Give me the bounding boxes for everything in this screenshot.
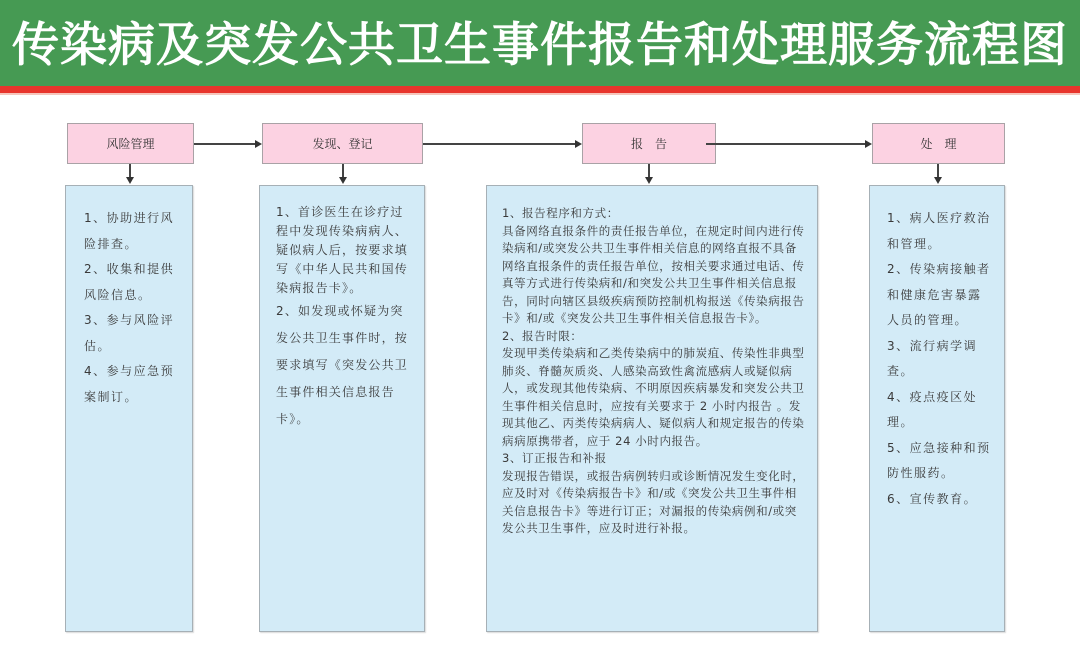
arrow-down-icon — [645, 177, 653, 184]
detail-item: 1、协助进行风险排查。 — [84, 211, 175, 251]
detail-item: 1、病人医疗救治和管理。 — [887, 211, 991, 251]
connector-line — [937, 164, 939, 178]
connector-line — [342, 164, 344, 178]
arrow-right-icon — [575, 140, 582, 148]
red-divider — [0, 86, 1080, 93]
step-label: 处 理 — [920, 137, 957, 151]
detail-item: 2、收集和提供风险信息。 — [84, 262, 175, 302]
step-label: 发现、登记 — [312, 137, 373, 151]
page-title: 传染病及突发公共卫生事件报告和处理服务流程图 — [12, 17, 1068, 73]
connector-line — [648, 164, 650, 178]
arrow-right-icon — [255, 140, 262, 148]
connector-line — [423, 143, 576, 145]
connector-line — [194, 143, 256, 145]
detail-heading: 3、订正报告和补报 — [502, 451, 607, 465]
header-banner — [0, 0, 1080, 86]
risk-management-details — [65, 185, 193, 632]
detail-heading: 1、报告程序和方式： — [502, 206, 619, 220]
detail-heading: 2、报告时限： — [502, 328, 583, 343]
arrow-down-icon — [934, 177, 942, 184]
connector-line — [706, 143, 866, 145]
handling-details — [869, 185, 1005, 632]
detail-item: 2、如发现或怀疑为突发公共卫生事件时，按要求填写《突发公共卫生事件相关信息报告卡》。 — [276, 304, 409, 426]
detail-item: 2、传染病接触者和健康危害暴露人员的管理。 — [887, 262, 991, 327]
step-report — [582, 123, 716, 164]
detail-item: 具备网络直报条件的责任报告单位，在规定时间内进行传染病和/或突发公共卫生事件相关信息的网络直报不具备网络直报条件的责任报告单位，按相关要求通过电话、传真等方式进行传染病和/和突发公共卫生事件相关信息报告，同时向辖区县级疾病预防控制机构报送《传染病报告卡》和/或《突发公共卫生事件相关信息报告卡》。 — [502, 223, 805, 325]
step-handling — [872, 123, 1005, 164]
detail-item: 3、流行病学调查。 — [887, 338, 978, 378]
connector-line — [129, 164, 131, 178]
divider-highlight — [0, 93, 1080, 95]
arrow-down-icon — [126, 177, 134, 184]
report-details — [486, 185, 818, 632]
detail-item: 4、参与应急预案制订。 — [84, 364, 175, 404]
arrow-right-icon — [865, 140, 872, 148]
step-risk-management — [67, 123, 194, 164]
detail-item: 6、宣传教育。 — [887, 491, 978, 506]
step-label: 报 告 — [630, 137, 667, 151]
step-discovery-registration — [262, 123, 423, 164]
detail-item: 4、疫点疫区处理。 — [887, 389, 978, 429]
arrow-down-icon — [339, 177, 347, 184]
detail-item: 3、参与风险评估。 — [84, 313, 175, 353]
detail-item: 发现报告错误，或报告病例转归或诊断情况发生变化时，应及时对《传染病报告卡》和/或《突发公共卫生事件相关信息报告卡》等进行订正；对漏报的传染病例和/或突发公共卫生事件，应及时进行补报。 — [502, 468, 805, 535]
detail-item: 1、首诊医生在诊疗过程中发现传染病病人、疑似病人后，按要求填写《中华人民共和国传染病报告卡》。 — [276, 205, 409, 295]
step-label: 风险管理 — [106, 137, 155, 151]
detail-item: 发现甲类传染病和乙类传染病中的肺炭疽、传染性非典型肺炎、脊髓灰质炎、人感染高致性禽流感病人或疑似病人，或发现其他传染病、不明原因疾病暴发和突发公共卫生事件相关信息时，应按有关要求于 2 小时内报告 。发现其他乙、丙类传染病病人、疑似病人和规定报告的传染病病原携带者，应于 24 小时内报告。 — [502, 346, 805, 448]
discovery-details — [259, 185, 425, 632]
detail-item: 5、应急接种和预防性服药。 — [887, 440, 991, 480]
